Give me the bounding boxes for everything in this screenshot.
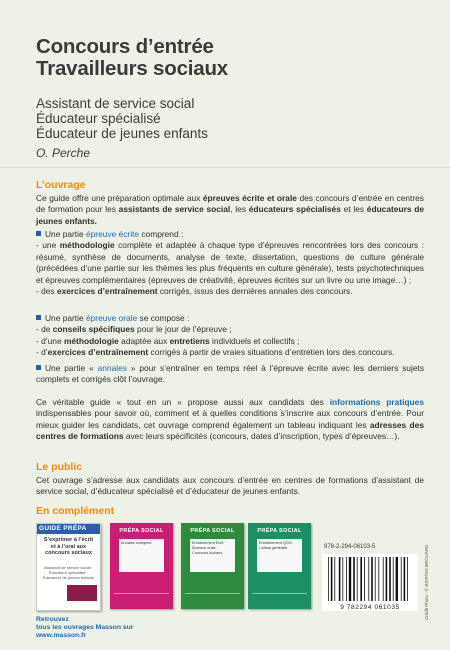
text: - une — [36, 240, 60, 251]
bold-text: exercices d’entraînement — [56, 286, 158, 297]
guide-text: avec leurs spécificités (concours, dates d’inscription, types d’épreuves…). — [123, 431, 400, 442]
square-bullet-icon — [36, 231, 41, 236]
text: - d’ — [36, 347, 48, 358]
book-cover-guide-prepa — [36, 523, 101, 611]
barcode-bar — [339, 557, 341, 601]
text: - de — [36, 324, 53, 335]
intro-paragraph — [36, 193, 424, 227]
annales-pre: Une partie « — [45, 363, 98, 373]
guide-highlight: informations pratiques — [329, 397, 424, 407]
barcode-bar — [375, 557, 376, 601]
author: O. Perche — [36, 146, 91, 160]
orale-item-3 — [36, 347, 424, 358]
barcode-image — [322, 554, 418, 604]
square-bullet-icon — [36, 365, 41, 370]
series-label: PRÉPA SOCIAL — [190, 528, 235, 534]
barcode-bar — [378, 557, 379, 601]
promo-line: Retrouvez — [36, 616, 69, 623]
promo-text — [36, 616, 133, 640]
subtitle-3: Éducateur de jeunes enfants — [36, 126, 208, 141]
ecrite-item-1 — [36, 240, 424, 286]
barcode-bar — [383, 557, 384, 601]
ecrite-lead — [36, 229, 424, 240]
isbn-text: 978-2-294-06103-5 — [324, 544, 376, 550]
intro-bold: assistants de service social — [118, 204, 231, 215]
barcode-bar — [407, 557, 408, 601]
cover-title: Entraînement Écrit · Épreuve orale · Concours sociaux — [190, 539, 235, 572]
orale-item-1 — [36, 324, 424, 335]
intro-text: et les — [340, 204, 367, 215]
title-line-2: Travailleurs sociaux — [36, 57, 229, 80]
orale-pre: Une partie — [45, 313, 86, 323]
cover-footer — [185, 593, 240, 604]
ecrite-pre: Une partie — [45, 229, 86, 239]
intro-bold: éducateurs spécialisés — [248, 204, 341, 215]
subtitle-2: Éducateur spécialisé — [36, 111, 161, 126]
annales-highlight: annales — [97, 363, 127, 373]
text: - des — [36, 286, 57, 297]
barcode-bar — [357, 557, 358, 601]
book-title — [36, 36, 416, 80]
cover-subtitle: Assistant de service social · Éducateur spécialisé · Éducateur de jeunes enfants — [43, 565, 94, 580]
bold-text: exercices d’entraînement — [47, 347, 149, 358]
bold-text: entretiens — [169, 335, 210, 346]
bold-text: conseils spécifiques — [52, 324, 135, 335]
photo-credit-text: Crédit Photo : © BSIP/ON BROUARD — [424, 544, 429, 620]
orale-block — [36, 313, 424, 359]
intro-bold: éducateurs de jeunes enfants. — [36, 204, 424, 226]
text: individuels et collectifs ; — [209, 335, 300, 346]
barcode-bar — [371, 557, 373, 601]
barcode-bar — [393, 557, 394, 601]
subtitle-list — [36, 96, 416, 141]
promo-url-link[interactable]: www.masson.fr — [36, 632, 86, 639]
cover-footer — [252, 593, 307, 604]
barcode-bar — [349, 557, 351, 601]
series-label: PRÉPA SOCIAL — [119, 528, 164, 534]
cover-title: S’exprimer à l’écrit et à l’oral aux concours sociaux — [43, 537, 94, 557]
barcode-bar — [334, 557, 335, 601]
book-cover-entrainement — [181, 523, 244, 609]
intro-text: , les — [230, 204, 249, 215]
ecrite-item-2 — [36, 286, 424, 297]
barcode-bar — [401, 557, 402, 601]
public-paragraph: Cet ouvrage s’adresse aux candidats aux concours d’entrée en centres de formations d’assistant de service social, d’éducateur spécialisé et d’éducateur de jeunes enfants. — [36, 475, 424, 497]
ecrite-block — [36, 229, 424, 297]
text: adaptée aux — [118, 335, 170, 346]
orale-highlight: épreuve orale — [85, 313, 138, 323]
barcode-bar — [368, 557, 369, 601]
barcode-bar — [346, 557, 347, 601]
promo-line: tous les ouvrages Masson sur — [36, 624, 134, 631]
orale-item-2 — [36, 336, 424, 347]
annales-block — [36, 363, 424, 386]
barcode-bar — [328, 557, 329, 601]
ecrite-post: comprend : — [139, 229, 184, 239]
bold-text: méthodologie — [59, 240, 115, 251]
text: pour le jour de l’épreuve ; — [134, 324, 232, 335]
barcode-bar — [331, 557, 333, 601]
barcode-bar — [342, 557, 343, 601]
barcode-digits: 9 782294 061035 — [322, 604, 418, 611]
book-cover-qcm — [248, 523, 311, 609]
barcode-bar — [360, 557, 362, 601]
text: corrigés à partir de vraies situations d’entretien lors des concours. — [148, 347, 395, 358]
text: corrigés, issus des dernières annales des concours. — [157, 286, 353, 297]
cover-title: Annales corrigées — [119, 539, 164, 572]
text: - d’une — [36, 335, 64, 346]
cover-sticker — [67, 585, 97, 601]
header-divider — [0, 167, 450, 168]
series-logo: GUIDE PRÉPA — [39, 525, 87, 532]
barcode-bar — [353, 557, 355, 601]
photo-credit — [424, 544, 432, 620]
barcode-bar — [364, 557, 365, 601]
guide-bold: adresses des centres de formations — [36, 419, 424, 442]
subtitle-1: Assistant de service social — [36, 96, 195, 111]
guide-text: indispensables pour savoir où, comment et à quelles conditions s’inscrire aux concours d’entrée. Pour mieux guider les candidats, cet ouvrage comprend également un tableau indiquant les — [36, 408, 424, 430]
guide-text: Ce véritable guide « tout en un » propose aussi aux candidats des — [36, 397, 330, 407]
barcode-bar — [389, 557, 391, 601]
title-line-1: Concours d’entrée — [36, 35, 214, 58]
section-heading-complement: En complément — [36, 505, 115, 517]
section-heading-ouvrage: L’ouvrage — [36, 179, 86, 191]
bold-text: méthodologie — [63, 335, 119, 346]
text: complète et adaptée à chaque type d’épreuves rencontrées lors des concours : résumé, synthèse de documents, analyse de texte, dissertation, questions de culture générale (précédées d’une partie sur les thèmes les plus fréquents en culture générale), tests psychotechniques et épreuves complémentaires (épreuves de créativité, épreuves écrites sur un livre ou une image…) ; — [36, 240, 424, 285]
annales-post: » pour s’entraîner en temps réel à l’épreuve écrite avec les derniers sujets complets et corrigés clôt l’ouvrage. — [36, 363, 425, 385]
intro-text: des concours d’entrée en centres de formation pour les — [36, 193, 424, 215]
intro-text: Ce guide offre une préparation optimale aux — [36, 193, 203, 203]
intro-bold: épreuves écrite et orale — [202, 193, 297, 203]
orale-post: se compose : — [137, 313, 190, 323]
square-bullet-icon — [36, 315, 41, 320]
cover-footer — [114, 593, 169, 604]
ecrite-highlight: épreuve écrite — [85, 229, 140, 239]
orale-lead — [36, 313, 424, 324]
barcode-bar — [404, 557, 406, 601]
section-heading-public: Le public — [36, 461, 83, 473]
book-cover-annales — [110, 523, 173, 609]
series-label: PRÉPA SOCIAL — [257, 528, 302, 534]
cover-title: Entraînement QCM Culture générale — [257, 539, 302, 572]
barcode-bar — [396, 557, 398, 601]
guide-paragraph — [36, 397, 424, 443]
barcode-bar — [386, 557, 388, 601]
